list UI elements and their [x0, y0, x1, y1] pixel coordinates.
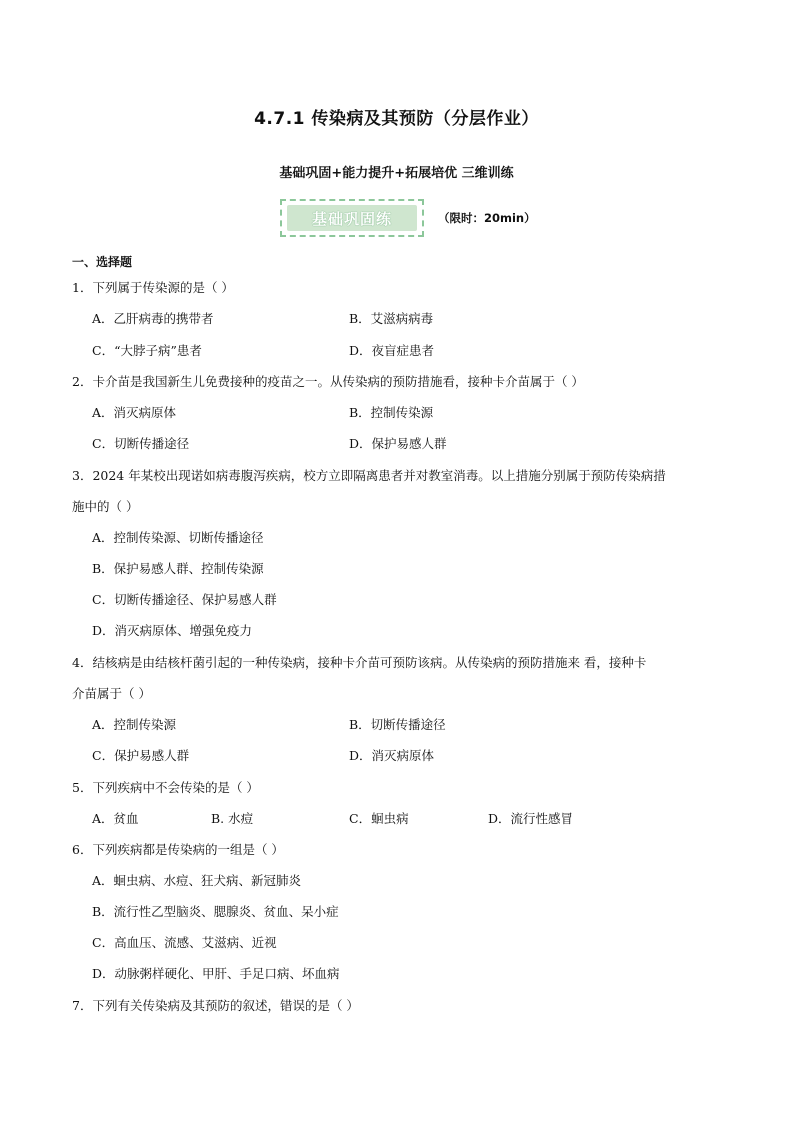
question-5-option-b: B. 水痘: [211, 811, 254, 826]
question-3-option-c: C．切断传播途径、保护易感人群: [92, 592, 277, 607]
page-title: 4.7.1 传染病及其预防（分层作业）: [254, 109, 539, 129]
question-4-stem: 4．结核病是由结核杆菌引起的一种传染病，接种卡介苗可预防该病。从传染病的预防措施来 看，接种卡: [72, 655, 647, 670]
question-5-stem: 5．下列疾病中不会传染的是（ ）: [72, 780, 259, 795]
section-heading: 一、选择题: [72, 255, 133, 269]
page-subtitle: 基础巩固+能力提升+拓展培优 三维训练: [279, 166, 514, 181]
question-2-stem: 2．卡介苗是我国新生儿免费接种的疫苗之一。从传染病的预防措施看，接种卡介苗属于（ ）: [72, 374, 584, 389]
question-2-option-a: A．消灭病原体: [92, 405, 177, 420]
question-4-option-d: D．消灭病原体: [349, 748, 435, 763]
question-6-stem: 6．下列疾病都是传染病的一组是（ ）: [72, 842, 284, 857]
question-3-stem-cont: 施中的（ ）: [72, 499, 139, 514]
question-5-option-a: A．贫血: [92, 811, 139, 826]
question-2-option-c: C．切断传播途径: [92, 436, 190, 451]
badge-frame: [280, 199, 424, 237]
question-2-option-b: B．控制传染源: [349, 405, 434, 420]
time-limit: （限时：20min）: [438, 211, 536, 225]
question-3-option-b: B．保护易感人群、控制传染源: [92, 561, 264, 576]
question-6-option-c: C．高血压、流感、艾滋病、近视: [92, 935, 277, 950]
question-6-option-b: B．流行性乙型脑炎、腮腺炎、贫血、呆小症: [92, 904, 339, 919]
question-1-option-d: D．夜盲症患者: [349, 343, 435, 358]
question-5-option-c: C．蛔虫病: [349, 811, 409, 826]
question-1-option-c: C．“大脖子病”患者: [92, 343, 202, 358]
question-3-stem: 3．2024 年某校出现诺如病毒腹泻疾病，校方立即隔离患者并对教室消毒。以上措施分别属于预防传染病措: [72, 468, 666, 483]
badge-label: 基础巩固练: [287, 205, 417, 231]
question-3-option-a: A．控制传染源、切断传播途径: [92, 530, 264, 545]
question-1-option-b: B．艾滋病病毒: [349, 311, 434, 326]
question-3-option-d: D．消灭病原体、增强免疫力: [92, 623, 253, 638]
question-1-option-a: A．乙肝病毒的携带者: [92, 311, 214, 326]
question-2-option-d: D．保护易感人群: [349, 436, 447, 451]
question-4-stem-cont: 介苗属于（ ）: [72, 686, 151, 701]
question-1-stem: 1．下列属于传染源的是（ ）: [72, 280, 234, 295]
question-4-option-c: C．保护易感人群: [92, 748, 190, 763]
question-4-option-b: B．切断传播途径: [349, 717, 446, 732]
question-4-option-a: A．控制传染源: [92, 717, 177, 732]
question-6-option-d: D．动脉粥样硬化、甲肝、手足口病、坏血病: [92, 966, 340, 981]
question-5-option-d: D．流行性感冒: [488, 811, 574, 826]
question-7-stem: 7．下列有关传染病及其预防的叙述，错误的是（ ）: [72, 998, 359, 1013]
question-6-option-a: A．蛔虫病、水痘、狂犬病、新冠肺炎: [92, 873, 302, 888]
